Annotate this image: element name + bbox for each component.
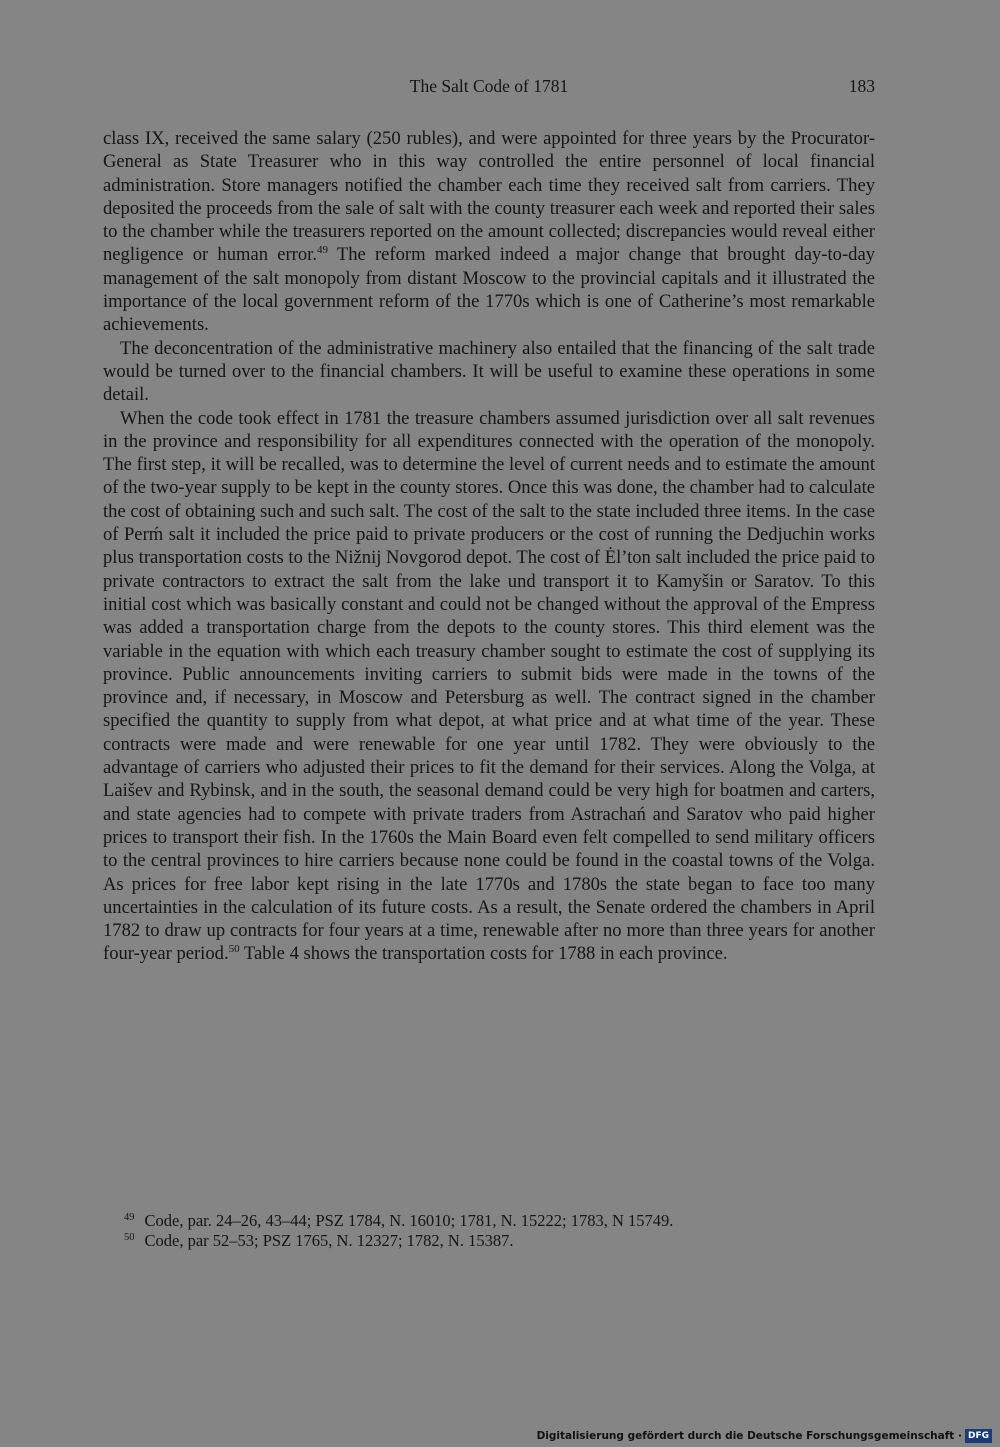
dfg-logo: DFG bbox=[965, 1429, 992, 1443]
footnote bbox=[124, 1211, 824, 1231]
page-number: 183 bbox=[848, 76, 875, 96]
paragraph-text: class IX, received the same salary (250 rubles), and were appointed for three years by the Procurator-General as State Treasurer who in this way controlled the entire personnel of local financial administration. Store managers notified the chamber each time they received salt from carriers. They deposited the proceeds from the sale of salt with the county treasurer each week and reported their sales to the chamber while the treasurers reported on the amount collected; discrepancies would reveal either negligence or human error. bbox=[103, 128, 875, 266]
digitization-credit bbox=[537, 1428, 992, 1444]
running-head bbox=[103, 72, 875, 102]
paragraph bbox=[103, 407, 875, 966]
paragraph-text: Table 4 shows the transportation costs for 1788 in each province. bbox=[239, 943, 728, 965]
body-text bbox=[103, 127, 875, 966]
paragraph-text: The deconcentration of the administrative machinery also entailed that the financing of the salt trade would be turned over to the financial chambers. It will be useful to examine these operations in some detail. bbox=[103, 337, 875, 406]
credit-text: Digitalisierung gefördert durch die Deutsche Forschungsgemeinschaft · bbox=[536, 1430, 962, 1442]
footnote-text: Code, par. 24–26, 43–44; PSZ 1784, N. 16010; 1781, N. 15222; 1783, N 15749. bbox=[144, 1211, 674, 1230]
running-title: The Salt Code of 1781 bbox=[409, 76, 569, 96]
paragraph-text: The reform marked indeed a major change that brought day-to-day management of the salt monopoly from distant Moscow to the provincial capitals and it illustrated the importance of the local government reform of the 1770s which is one of Catherine’s most remarkable achievements. bbox=[103, 244, 875, 336]
footnotes bbox=[124, 1211, 824, 1251]
paragraph bbox=[103, 127, 875, 337]
footnote-marker: 49 bbox=[316, 244, 328, 257]
footnote bbox=[124, 1231, 824, 1251]
footnote-text: Code, par 52–53; PSZ 1765, N. 12327; 1782, N. 15387. bbox=[144, 1231, 514, 1250]
paragraph-text: When the code took effect in 1781 the treasure chambers assumed jurisdiction over all salt revenues in the province and responsibility for all expenditures connected with the operation of the monopoly. The first step, it will be recalled, was to determine the level of current needs and to estimate the amount of the two-year supply to be kept in the county stores. Once this was done, the chamber had to calculate the cost of obtaining such and such salt. The cost of the salt to the state included three items. In the case of Perḿ salt it included the price paid to private producers or the cost of running the Dedjuchin works plus transportation costs to the Nižnij Novgorod depot. The cost of Ėl’ton salt included the price paid to private contractors to extract the salt from the lake und transport it to Kamyšin or Saratov. To this initial cost which was basically constant and could not be changed without the approval of the Empress was added a transportation charge from the depots to the county stores. This third element was the variable in the equation with which each treasury chamber sought to estimate the cost of supplying its province. Public announcements inviting carriers to submit bids were made in the towns of the province and, if necessary, in Moscow and Petersburg as well. The contract signed in the chamber specified the quantity to supply from what depot, at what price and at what time of the year. These contracts were made and were renewable for one year until 1782. They were obviously to the advantage of carriers who adjusted their prices to fit the demand for their services. Along the Volga, at Laišev and Rybinsk, and in the south, the seasonal demand could be very high for boatmen and carters, and state agencies had to compete with private traders from Astrachań and Saratov who paid higher prices to transport their fish. In the 1760s the Main Board even felt compelled to send military officers to the central provinces to hire carriers because none could be found in the coastal towns of the Volga. As prices for free labor kept rising in the late 1770s and 1780s the state began to face too many uncertainties in the calculation of its future costs. As a result, the Senate ordered the chambers in April 1782 to draw up contracts for four years at a time, renewable after no more than three years for another four-year period. bbox=[103, 407, 875, 965]
footnote-number: 49 bbox=[124, 1212, 135, 1223]
footnote-number: 50 bbox=[124, 1232, 135, 1243]
paragraph bbox=[103, 337, 875, 407]
footnote-marker: 50 bbox=[228, 943, 240, 956]
